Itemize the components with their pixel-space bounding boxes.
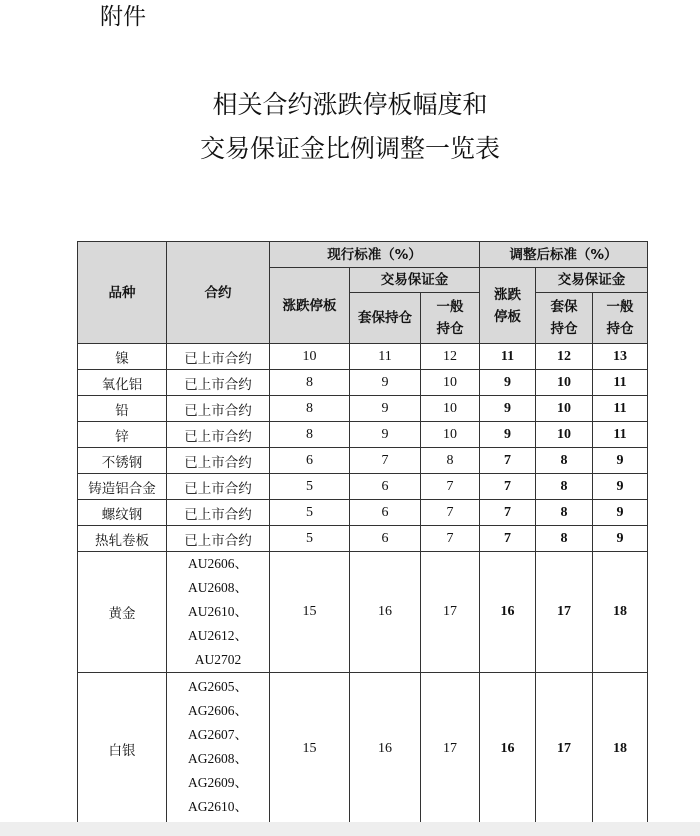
- cell-variety: 不锈钢: [78, 448, 167, 474]
- cell-adjusted-general-margin: 11: [593, 422, 648, 448]
- cell-current-hedge-margin: 16: [350, 552, 421, 673]
- contract-code: AG2608、: [188, 751, 248, 766]
- cell-current-general-margin: 8: [421, 448, 480, 474]
- contract-code: AU2610、: [188, 604, 248, 619]
- header-hedge-current: 套保持仓: [350, 293, 421, 344]
- cell-adjusted-hedge-margin: 10: [536, 396, 593, 422]
- cell-contract: 已上市合约: [167, 396, 270, 422]
- cell-adjusted-hedge-margin: 8: [536, 500, 593, 526]
- header-price-limit-adjusted: 涨跌停板: [480, 268, 536, 344]
- cell-current-general-margin: 10: [421, 370, 480, 396]
- cell-current-general-margin: 10: [421, 396, 480, 422]
- cell-adjusted-price-limit: 9: [480, 422, 536, 448]
- table-row: [78, 370, 648, 396]
- cell-current-price-limit: 10: [270, 344, 350, 370]
- cell-adjusted-hedge-margin: 8: [536, 448, 593, 474]
- cell-current-hedge-margin: 9: [350, 370, 421, 396]
- cell-adjusted-general-margin: 18: [593, 673, 648, 826]
- cell-adjusted-price-limit: 11: [480, 344, 536, 370]
- contract-code: AG2605、: [188, 679, 248, 694]
- cell-variety: 铅: [78, 396, 167, 422]
- cell-adjusted-general-margin: 9: [593, 448, 648, 474]
- cell-current-price-limit: 5: [270, 474, 350, 500]
- document-title-line-2: 交易保证金比例调整一览表: [199, 134, 500, 163]
- contract-code: AU2702: [194, 652, 242, 667]
- header-adjusted-standard: 调整后标准（%）: [480, 242, 648, 268]
- header-general-current: 一般持仓: [421, 293, 480, 344]
- cell-variety: 氧化铝: [78, 370, 167, 396]
- table-row: [78, 396, 648, 422]
- cell-variety: 黄金: [78, 552, 167, 673]
- cell-contract: 已上市合约: [167, 370, 270, 396]
- table-row-silver: [78, 673, 648, 826]
- cell-current-hedge-margin: 7: [350, 448, 421, 474]
- cell-current-general-margin: 12: [421, 344, 480, 370]
- cell-adjusted-hedge-margin: 17: [536, 552, 593, 673]
- header-price-limit-current: 涨跌停板: [270, 268, 350, 344]
- cell-current-general-margin: 7: [421, 500, 480, 526]
- cell-current-general-margin: 17: [421, 673, 480, 826]
- cell-variety: 锌: [78, 422, 167, 448]
- contract-code: AU2606、: [188, 556, 248, 571]
- cell-adjusted-price-limit: 16: [480, 673, 536, 826]
- table-row: [78, 526, 648, 552]
- cell-variety: 白银: [78, 673, 167, 826]
- cell-contract: 已上市合约: [167, 526, 270, 552]
- cell-adjusted-hedge-margin: 12: [536, 344, 593, 370]
- cell-variety: 热轧卷板: [78, 526, 167, 552]
- table-row: [78, 448, 648, 474]
- cell-adjusted-hedge-margin: 10: [536, 370, 593, 396]
- cell-adjusted-hedge-margin: 17: [536, 673, 593, 826]
- cell-contract: 已上市合约: [167, 500, 270, 526]
- viewer-bottom-bar: [0, 822, 700, 836]
- cell-adjusted-general-margin: 9: [593, 500, 648, 526]
- cell-adjusted-general-margin: 13: [593, 344, 648, 370]
- cell-variety: 铸造铝合金: [78, 474, 167, 500]
- cell-current-hedge-margin: 6: [350, 526, 421, 552]
- cell-variety: 镍: [78, 344, 167, 370]
- table-row-gold: [78, 552, 648, 673]
- cell-current-hedge-margin: 6: [350, 474, 421, 500]
- cell-current-price-limit: 8: [270, 396, 350, 422]
- cell-current-hedge-margin: 11: [350, 344, 421, 370]
- cell-current-price-limit: 8: [270, 422, 350, 448]
- cell-current-hedge-margin: 16: [350, 673, 421, 826]
- contract-code: AG2609、: [188, 775, 248, 790]
- cell-contract: 已上市合约: [167, 344, 270, 370]
- header-hedge-adjusted: 套保持仓: [536, 293, 593, 344]
- header-current-standard: 现行标准（%）: [270, 242, 480, 268]
- cell-adjusted-price-limit: 9: [480, 396, 536, 422]
- cell-contracts: [167, 552, 270, 673]
- cell-contracts: [167, 673, 270, 826]
- table-row: [78, 500, 648, 526]
- cell-current-general-margin: 7: [421, 526, 480, 552]
- cell-variety: 螺纹钢: [78, 500, 167, 526]
- cell-adjusted-price-limit: 7: [480, 500, 536, 526]
- cell-contract: 已上市合约: [167, 422, 270, 448]
- cell-adjusted-general-margin: 11: [593, 396, 648, 422]
- cell-current-general-margin: 10: [421, 422, 480, 448]
- cell-current-price-limit: 8: [270, 370, 350, 396]
- contract-code: AU2608、: [188, 580, 248, 595]
- header-margin-adjusted: 交易保证金: [536, 268, 648, 293]
- cell-adjusted-general-margin: 18: [593, 552, 648, 673]
- header-contract: 合约: [167, 242, 270, 344]
- attachment-label: 附件: [100, 4, 146, 30]
- table-row: [78, 474, 648, 500]
- cell-adjusted-hedge-margin: 10: [536, 422, 593, 448]
- cell-adjusted-general-margin: 9: [593, 526, 648, 552]
- cell-adjusted-price-limit: 7: [480, 474, 536, 500]
- table-row: [78, 422, 648, 448]
- cell-adjusted-price-limit: 7: [480, 448, 536, 474]
- cell-adjusted-hedge-margin: 8: [536, 474, 593, 500]
- cell-current-hedge-margin: 9: [350, 396, 421, 422]
- cell-adjusted-price-limit: 9: [480, 370, 536, 396]
- cell-contract: 已上市合约: [167, 448, 270, 474]
- cell-current-price-limit: 15: [270, 552, 350, 673]
- header-margin-current: 交易保证金: [350, 268, 480, 293]
- cell-adjusted-price-limit: 7: [480, 526, 536, 552]
- cell-current-hedge-margin: 6: [350, 500, 421, 526]
- cell-current-hedge-margin: 9: [350, 422, 421, 448]
- cell-adjusted-general-margin: 9: [593, 474, 648, 500]
- cell-current-general-margin: 7: [421, 474, 480, 500]
- cell-current-price-limit: 5: [270, 500, 350, 526]
- cell-adjusted-price-limit: 16: [480, 552, 536, 673]
- table-row: [78, 344, 648, 370]
- header-general-adjusted: 一般持仓: [593, 293, 648, 344]
- cell-adjusted-general-margin: 11: [593, 370, 648, 396]
- cell-current-price-limit: 5: [270, 526, 350, 552]
- contract-code: AG2606、: [188, 703, 248, 718]
- adjustment-table: [77, 241, 648, 826]
- contract-code: AG2607、: [188, 727, 248, 742]
- cell-contract: 已上市合约: [167, 474, 270, 500]
- document-title-line-1: 相关合约涨跌停板幅度和: [212, 90, 488, 119]
- cell-current-price-limit: 15: [270, 673, 350, 826]
- header-variety: 品种: [78, 242, 167, 344]
- contract-code: AG2610、: [188, 799, 248, 814]
- cell-adjusted-hedge-margin: 8: [536, 526, 593, 552]
- cell-current-general-margin: 17: [421, 552, 480, 673]
- contract-code: AU2612、: [188, 628, 248, 643]
- cell-current-price-limit: 6: [270, 448, 350, 474]
